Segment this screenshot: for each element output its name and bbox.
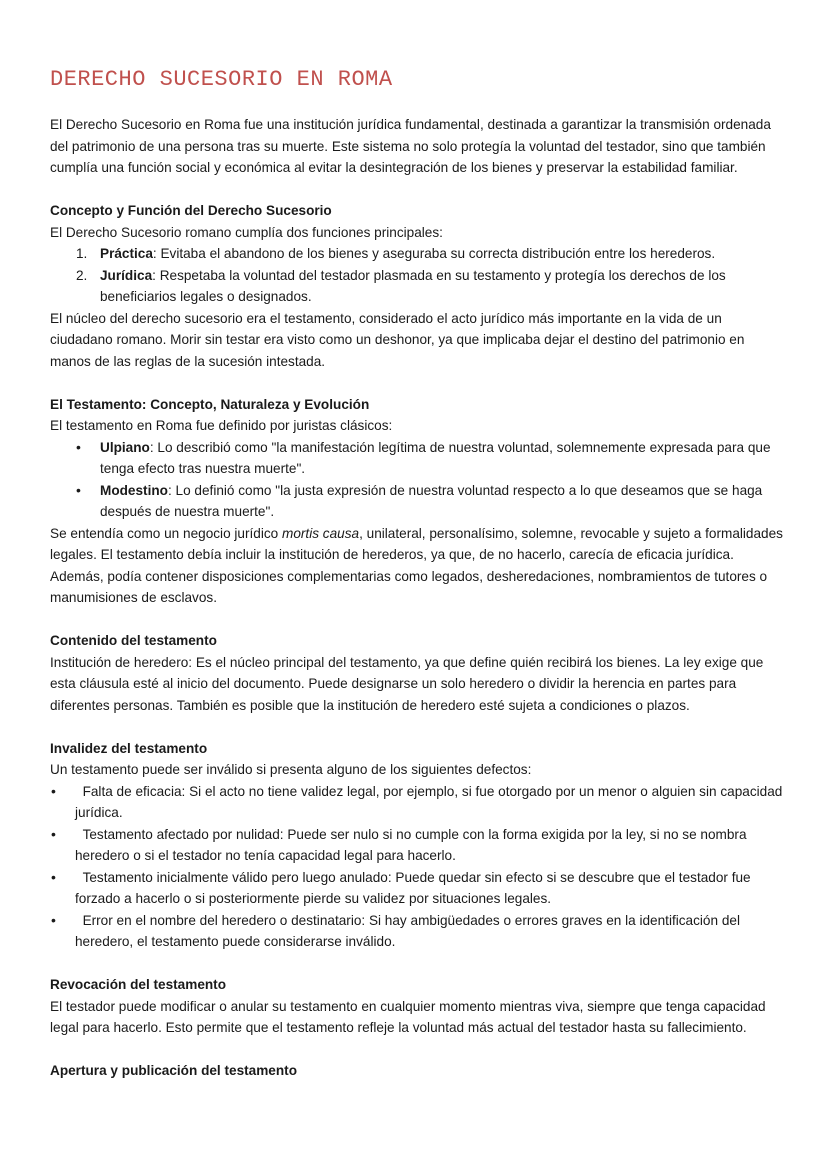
list-term: Jurídica (100, 267, 153, 283)
section-paragraph: El testador puede modificar o anular su testamento en cualquier momento mientras viva, siempre que tenga capacidad legal para hacerlo. Esto permite que el testamento refleje la voluntad más actual del testador hasta su fallecimiento. (50, 998, 766, 1035)
section-paragraph (50, 523, 788, 609)
list-number: 1. (76, 246, 88, 261)
section-paragraph: Institución de heredero: Es el núcleo principal del testamento, ya que define quién recibirá los bienes. La ley exige que esta cláusula esté al inicio del documento. Puede designarse un solo heredero o dividir la herencia en partes para diferentes personas. También es posible que la institución de heredero esté sujeta a condiciones o plazos. (50, 654, 764, 713)
section-lead: El testamento en Roma fue definido por juristas clásicos: (50, 418, 393, 433)
list-text: : Respetaba la voluntad del testador plasmada en su testamento y protegía los derechos de los beneficiarios legales o designados. (100, 267, 726, 304)
section-heading-apertura: Apertura y publicación del testamento (50, 1063, 298, 1078)
list-term: Práctica (100, 246, 153, 261)
section-lead: El Derecho Sucesorio romano cumplía dos funciones principales: (50, 224, 443, 240)
list-term: Ulpiano (100, 439, 150, 455)
text-run: Se entendía como un negocio jurídico (50, 525, 283, 541)
list-item (76, 437, 788, 480)
section-lead: Un testamento puede ser inválido si presenta alguno de los siguientes defectos: (50, 762, 532, 777)
list-number: 2. (76, 267, 88, 283)
list-item (76, 243, 788, 265)
list-text: Error en el nombre del heredero o destinatario: Si hay ambigüedades o errores graves en la identificación del heredero, el testamento puede considerarse inválido. (75, 912, 740, 949)
list-item (76, 480, 788, 523)
list-text: : Lo describió como "la manifestación legítima de nuestra voluntad, solemnemente expresada para que tenga efecto tras nuestra muerte". (100, 439, 771, 476)
list-text: : Lo definió como "la justa expresión de nuestra voluntad respecto a lo que deseamos que se haga después de nuestra muerte". (100, 482, 763, 519)
list-term: Modestino (100, 482, 168, 498)
bullet-icon: • (51, 911, 56, 928)
italic-term: mortis causa (282, 525, 360, 541)
section-heading-revocacion: Revocación del testamento (50, 977, 227, 992)
bullet-icon: • (76, 481, 81, 498)
intro-paragraph: El Derecho Sucesorio en Roma fue una institución jurídica fundamental, destinada a garantizar la transmisión ordenada del patrimonio de una persona tras su muerte. Este sistema no solo protegía la voluntad del testador, sino que también cumplía una función social y económica al evitar la desintegración de los bienes y preservar la estabilidad familiar. (50, 117, 771, 175)
bullet-icon: • (51, 825, 56, 842)
list-item (76, 265, 788, 308)
list-item (51, 867, 788, 910)
section-heading-invalidez: Invalidez del testamento (50, 740, 208, 756)
list-text: Testamento afectado por nulidad: Puede ser nulo si no cumple con la forma exigida por la ley, si no se nombra heredero o si el testador no tenía capacidad legal para hacerlo. (75, 826, 747, 863)
bullet-icon: • (51, 782, 56, 799)
section-paragraph: El núcleo del derecho sucesorio era el testamento, considerado el acto jurídico más importante en la vida de un ciudadano romano. Morir sin testar era visto como un deshonor, ya que implicaba dejar el destino del patrimonio en manos de las reglas de la sucesión intestada. (50, 310, 745, 369)
bullet-list (50, 437, 788, 523)
list-item (51, 824, 788, 867)
list-item (51, 781, 788, 824)
section-heading-concepto: Concepto y Función del Derecho Sucesorio (50, 203, 332, 218)
document-title: DERECHO SUCESORIO EN ROMA (50, 67, 393, 92)
section-heading-contenido: Contenido del testamento (50, 633, 217, 648)
bullet-icon: • (76, 438, 81, 455)
list-text: : Evitaba el abandono de los bienes y aseguraba su correcta distribución entre los herederos. (152, 246, 716, 261)
bullet-icon: • (51, 868, 56, 885)
list-text: Testamento inicialmente válido pero luego anulado: Puede quedar sin efecto si se descubre que el testador fue forzado a hacerlo o si posteriormente pierde su validez por situaciones legales. (75, 869, 751, 906)
list-text: Falta de eficacia: Si el acto no tiene validez legal, por ejemplo, si fue otorgado por un menor o alguien sin capacidad jurídica. (75, 783, 783, 820)
section-heading-testamento: El Testamento: Concepto, Naturaleza y Evolución (50, 396, 370, 412)
text-run: , unilateral, personalísimo, solemne, revocable y sujeto a formalidades legales. El testamento debía incluir la institución de herederos, ya que, de no hacerlo, carecía de eficacia jurídica. Además, podía contener disposiciones complementarias como legados, desheredaciones, nombramientos de tutores o manumisiones de esclavos. (50, 525, 783, 605)
bullet-list (50, 781, 788, 953)
numbered-list (50, 243, 788, 308)
list-item (51, 910, 788, 953)
